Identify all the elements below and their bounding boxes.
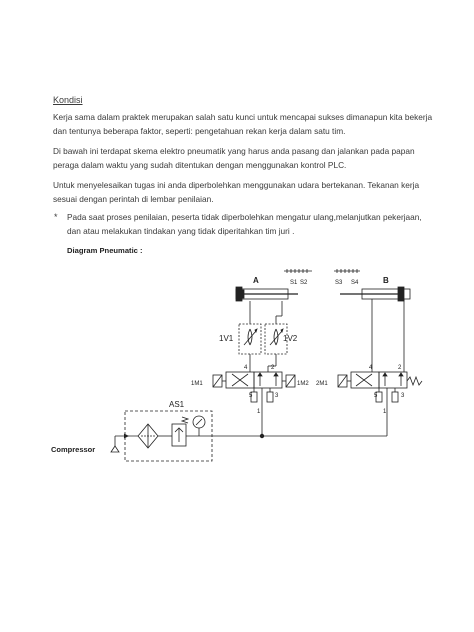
section-heading: Kondisi <box>53 95 83 105</box>
sensor-s3-label: S3 <box>335 280 343 286</box>
paragraph-teamwork: Kerja sama dalam praktek merupakan salah satu kunci untuk mencapai sukses dimanapun kita bekerja dan tentunya beberapa faktor, seperti: pengetahuan rekan kerja dalam satu tim. <box>53 112 433 136</box>
port-3a-label: 3 <box>275 393 279 399</box>
sensor-ruler-b <box>334 269 360 273</box>
cylinder-b-label: B <box>383 276 389 285</box>
air-service-unit-label: AS1 <box>169 400 185 409</box>
compressor-label: Compressor <box>51 445 96 454</box>
diagram-title: Diagram Pneumatic : <box>67 246 143 255</box>
exhaust-silencers-1 <box>251 388 273 436</box>
exhaust-silencers-2 <box>376 388 398 436</box>
port-4b-label: 4 <box>369 365 373 371</box>
solenoid-valve-1 <box>213 372 295 388</box>
paragraph-schema: Di bawah ini terdapat skema elektro pneumatik yang harus anda pasang dan jalankan pada papan peraga dalam waktu yang sudah ditentukan dengan menggunakan kontrol PLC. <box>53 146 415 170</box>
port-1a-label: 1 <box>257 409 261 415</box>
supply-line <box>212 434 387 438</box>
port-5a-label: 5 <box>249 393 253 399</box>
port-1b-label: 1 <box>383 409 387 415</box>
solenoid-valve-2 <box>338 372 422 388</box>
sensor-s1-label: S1 <box>290 280 298 286</box>
cylinder-b <box>340 287 410 305</box>
bullet-mark: * <box>54 212 58 222</box>
sensor-s2-label: S2 <box>300 280 308 286</box>
air-service-unit <box>125 411 212 461</box>
port-2a-label: 2 <box>271 365 275 371</box>
cylinder-a-label: A <box>253 276 259 285</box>
port-2b-label: 2 <box>398 365 402 371</box>
sensor-s4-label: S4 <box>351 280 359 286</box>
cylinder-a <box>236 287 298 305</box>
compressor-symbol <box>111 434 138 452</box>
bullet-note: Pada saat proses penilaian, peserta tidak diperbolehkan mengatur ulang,melanjutkan pekerjaan, dan atau melakukan tindakan yang tidak diperitahkan tim juri . <box>67 212 422 236</box>
solenoid-2m1-label: 2M1 <box>316 381 328 387</box>
solenoid-1m2-label: 1M2 <box>297 381 309 387</box>
flow-valve-1v1-label: 1V1 <box>219 334 234 343</box>
port-5b-label: 5 <box>374 393 378 399</box>
port-4a-label: 4 <box>244 365 248 371</box>
paragraph-pressure: Untuk menyelesaikan tugas ini anda diperbolehkan menggunakan udara bertekanan. Tekanan kerja sesuai dengan perintah di lembar penilaian. <box>53 180 420 204</box>
solenoid-1m1-label: 1M1 <box>191 381 203 387</box>
flow-valve-1v2-label: 1V2 <box>283 334 298 343</box>
port-3b-label: 3 <box>401 393 405 399</box>
flow-valve-1v1 <box>239 305 261 372</box>
sensor-ruler-a <box>284 269 312 273</box>
